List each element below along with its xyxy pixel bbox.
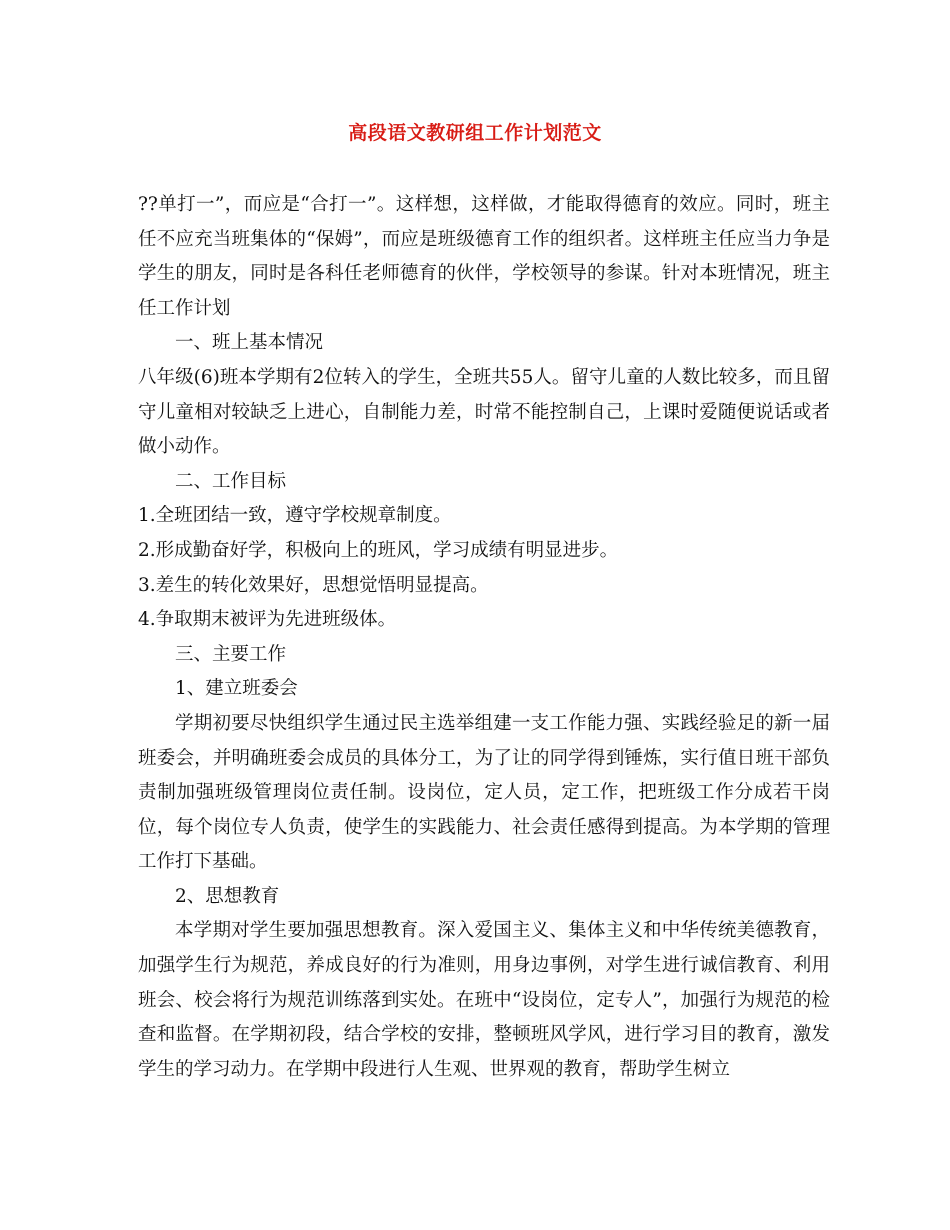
- subheading-class-committee: 1、建立班委会: [175, 678, 298, 700]
- heading-work-goals: 二、工作目标: [175, 470, 287, 492]
- document-title: 高段语文教研组工作计划范文: [348, 122, 602, 144]
- goal-item-1: 1.全班团结一致，遵守学校规章制度。: [138, 505, 452, 527]
- goal-item-2: 2.形成勤奋好学，积极向上的班风，学习成绩有明显进步。: [138, 539, 619, 561]
- paragraph-ideological-education: 本学期对学生要加强思想教育。深入爱国主义、集体主义和中华传统美德教育，加强学生行为规范，养成良好的行为准则，用身边事例，对学生进行诚信教育、利用班会、校会将行为规范训练落到实处。在班中“设岗位，定专人”，加强行为规范的检查和监督。在学期初段，结合学校的安排，整顿班风学风，进行学习目的教育，激发学生的学习动力。在学期中段进行人生观、世界观的教育，帮助学生树立: [138, 920, 830, 1080]
- paragraph-class-committee: 学期初要尽快组织学生通过民主选举组建一支工作能力强、实践经验足的新一届班委会，并明确班委会成员的具体分工，为了让的同学得到锤炼，实行值日班干部负责制加强班级管理岗位责任制。设岗位，定人员，定工作，把班级工作分成若干岗位，每个岗位专人负责，使学生的实践能力、社会责任感得到提高。为本学期的管理工作打下基础。: [138, 712, 830, 873]
- paragraph-intro: ??单打一”，而应是“合打一”。这样想，这样做，才能取得德育的效应。同时，班主任不应充当班集体的“保姆”，而应是班级德育工作的组织者。这样班主任应当力争是学生的朋友，同时是各科任老师德育的伙伴，学校领导的参谋。针对本班情况，班主任工作计划: [138, 194, 830, 319]
- heading-class-basic-situation: 一、班上基本情况: [175, 332, 324, 354]
- goal-item-3: 3.差生的转化效果好，思想觉悟明显提高。: [138, 574, 489, 596]
- goal-item-4: 4.争取期末被评为先进班级体。: [138, 609, 397, 631]
- subheading-ideological-education: 2、思想教育: [175, 885, 280, 907]
- document-body: [138, 188, 830, 1087]
- heading-main-work: 三、主要工作: [175, 643, 287, 665]
- paragraph-class-situation: 八年级(6)班本学期有2位转入的学生，全班共55人。留守儿童的人数比较多，而且留守儿童相对较缺乏上进心，自制能力差，时常不能控制自己，上课时爱随便说话或者做小动作。: [138, 366, 830, 458]
